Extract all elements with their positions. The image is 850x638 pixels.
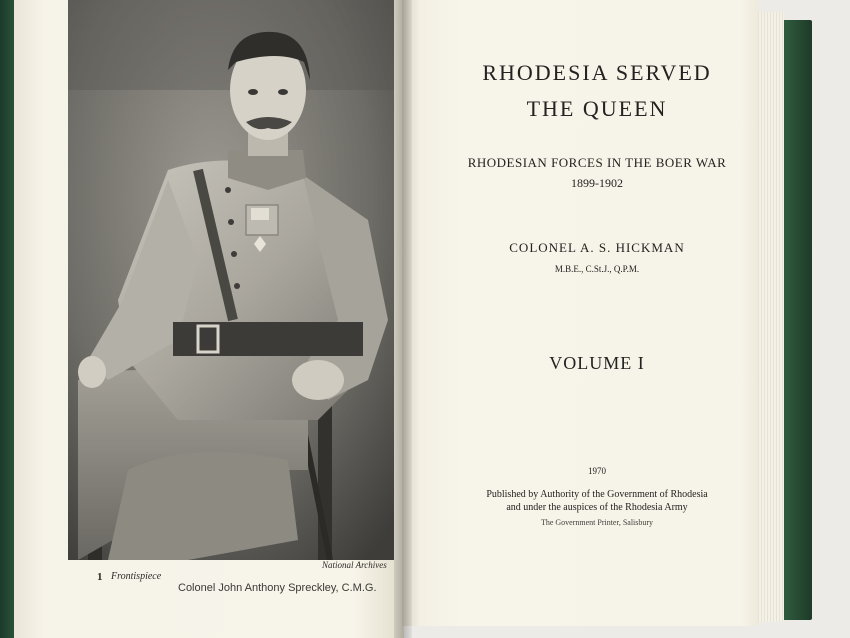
caption-number: 1: [97, 571, 103, 583]
subtitle-line-1: RHODESIAN FORCES IN THE BOER WAR: [467, 155, 727, 170]
caption-name: Colonel John Anthony Spreckley, C.M.G.: [178, 582, 377, 594]
author-name: COLONEL A. S. HICKMAN: [509, 240, 685, 255]
author-honours: M.B.E., C.St.J., Q.P.M.: [554, 264, 640, 274]
title-line-1: RHODESIA SERVED: [482, 60, 712, 85]
printer-line: The Government Printer, Salisbury: [540, 518, 654, 527]
caption-frontispiece: Frontispiece: [111, 571, 162, 582]
right-page: [402, 0, 758, 626]
publication-year: 1970: [588, 466, 606, 476]
subtitle-line-2: 1899-1902: [571, 176, 623, 190]
publisher-line-1: Published by Authority of the Government of Rhodesia: [486, 489, 708, 500]
caption-source: National Archives: [322, 560, 387, 570]
publisher-line-2: and under the auspices of the Rhodesia Army: [506, 502, 688, 513]
volume-label: VOLUME I: [549, 353, 645, 373]
frontispiece-portrait-photo: [68, 0, 394, 560]
title-line-2: THE QUEEN: [526, 96, 668, 121]
